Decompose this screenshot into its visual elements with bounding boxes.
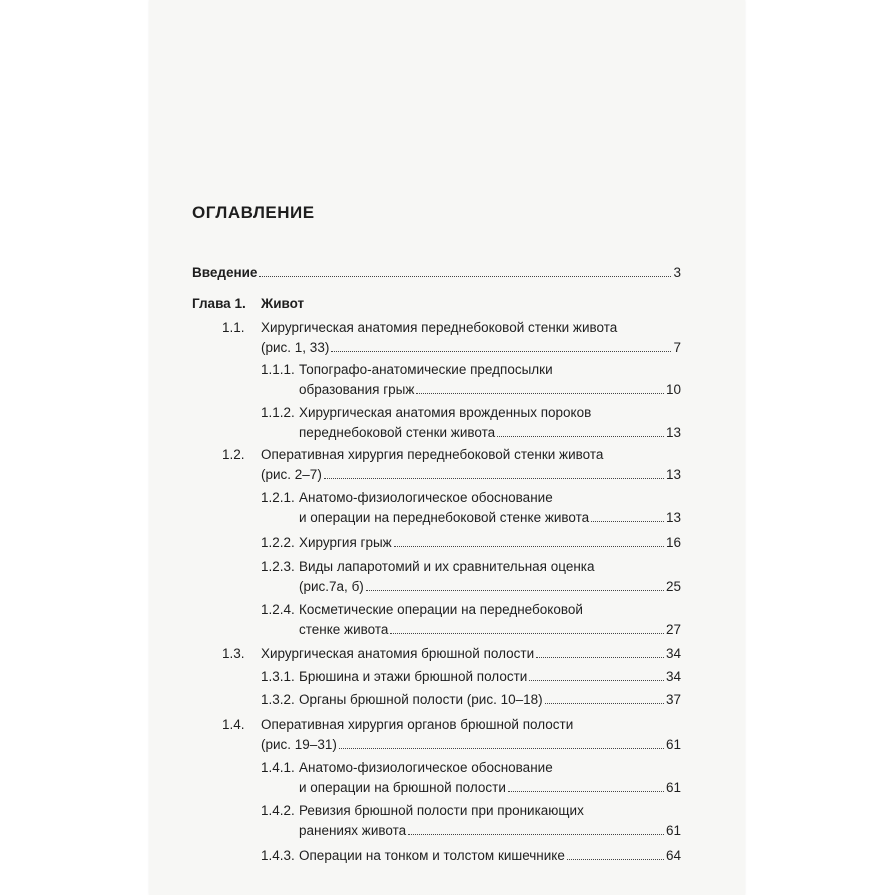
toc-entry-label: Топографо-анатомические предпосылки: [299, 362, 553, 377]
toc-entry-1-3: [0, 646, 895, 662]
toc-entry-label: Введение: [192, 265, 258, 280]
toc-entry-page: 25: [665, 579, 681, 594]
toc-entry-page: 61: [665, 737, 681, 752]
toc-entry-page: 13: [665, 467, 681, 482]
toc-entry-1-1-1: [0, 362, 895, 378]
toc-entry-label: Хирургическая анатомия врожденных пороков: [299, 405, 592, 420]
toc-entry-1-1-2: [0, 405, 895, 421]
dot-leader: [366, 590, 664, 591]
toc-entry-label: стенке живота: [299, 622, 389, 637]
toc-entry-label: образования грыж: [299, 382, 415, 397]
toc-entry-number: Глава 1.: [192, 296, 246, 311]
toc-entry-page: 34: [665, 646, 681, 661]
toc-entry-label: Хирургическая анатомия брюшной полости: [261, 646, 535, 661]
toc-entry-page: 10: [665, 382, 681, 397]
toc-entry-page: 34: [665, 669, 681, 684]
toc-entry-1-4-3: [0, 848, 895, 864]
toc-entry-label: Оперативная хирургия переднебоковой стенки живота: [261, 447, 604, 462]
toc-entry-1-2-3-cont: [0, 579, 895, 595]
toc-entry-1-1-cont: [0, 340, 895, 356]
toc-entry-label: и операции на переднебоковой стенке живота: [299, 510, 590, 525]
toc-entry-page: 61: [665, 780, 681, 795]
toc-entry-label: Косметические операции на переднебоковой: [299, 602, 583, 617]
toc-entry-number: 1.3.: [222, 646, 245, 661]
toc-entry-page: 37: [665, 692, 681, 707]
dot-leader: [331, 351, 671, 352]
toc-entry-page: 16: [665, 535, 681, 550]
toc-entry-1-1: [0, 320, 895, 336]
toc-entry-1-2-4-cont: [0, 622, 895, 638]
toc-entry-label: Ревизия брюшной полости при проникающих: [299, 803, 584, 818]
toc-entry-page: 13: [665, 425, 681, 440]
toc-entry-label: Хирургическая анатомия переднебоковой стенки живота: [261, 320, 618, 335]
toc-entry-1-4: [0, 717, 895, 733]
toc-entry-intro: [0, 265, 895, 281]
toc-entry-label: Операции на тонком и толстом кишечнике: [299, 848, 565, 863]
toc-entry-label: Анатомо-физиологическое обоснование: [299, 490, 553, 505]
toc-entry-number: 1.2.4.: [261, 602, 295, 617]
dot-leader: [408, 834, 664, 835]
toc-entry-number: 1.1.: [222, 320, 245, 335]
toc-entry-label: Виды лапаротомий и их сравнительная оценка: [299, 559, 595, 574]
toc-entry-number: 1.2.: [222, 447, 245, 462]
toc-entry-1-3-2: [0, 692, 895, 708]
toc-entry-label: (рис. 19–31): [261, 737, 337, 752]
dot-leader: [259, 276, 671, 277]
toc-entry-1-2-1-cont: [0, 510, 895, 526]
dot-leader: [394, 546, 664, 547]
toc-entry-1-4-cont: [0, 737, 895, 753]
toc-entry-label: и операции на брюшной полости: [299, 780, 506, 795]
toc-entry-1-4-1-cont: [0, 780, 895, 796]
toc-entry-1-2-3: [0, 559, 895, 575]
toc-title: ОГЛАВЛЕНИЕ: [192, 203, 315, 222]
dot-leader: [508, 791, 664, 792]
toc-entry-label: (рис.7а, б): [299, 579, 364, 594]
toc-entry-page: 27: [665, 622, 681, 637]
toc-entry-number: 1.4.2.: [261, 803, 295, 818]
toc-entry-page: 3: [673, 265, 681, 280]
toc-entry-1-1-2-cont: [0, 425, 895, 441]
toc-entry-1-4-2: [0, 803, 895, 819]
toc-entry-label: Оперативная хирургия органов брюшной полости: [261, 717, 574, 732]
toc-entry-number: 1.1.2.: [261, 405, 295, 420]
dot-leader: [536, 657, 664, 658]
toc-entry-label: ранениях живота: [299, 823, 407, 838]
toc-entry-1-2-2: [0, 535, 895, 551]
toc-entry-page: 13: [665, 510, 681, 525]
toc-entry-number: 1.4.1.: [261, 760, 295, 775]
toc-entry-1-1-1-cont: [0, 382, 895, 398]
toc-entry-number: 1.1.1.: [261, 362, 295, 377]
toc-entry-number: 1.2.3.: [261, 559, 295, 574]
toc-entry-label: Анатомо-физиологическое обоснование: [299, 760, 553, 775]
toc-entry-1-3-1: [0, 669, 895, 685]
toc-entry-1-2-cont: [0, 467, 895, 483]
toc-entry-1-2-4: [0, 602, 895, 618]
toc-entry-label: (рис. 2–7): [261, 467, 322, 482]
toc-entry-label: Живот: [261, 296, 305, 311]
dot-leader: [339, 748, 664, 749]
dot-leader: [324, 478, 664, 479]
dot-leader: [567, 859, 664, 860]
toc-entry-page: 7: [673, 340, 681, 355]
toc-entry-label: Органы брюшной полости (рис. 10–18): [299, 692, 543, 707]
dot-leader: [529, 680, 664, 681]
toc-entry-number: 1.4.: [222, 717, 245, 732]
toc-entry-label: (рис. 1, 33): [261, 340, 330, 355]
toc-entry-page: 64: [665, 848, 681, 863]
toc-entry-chapter-1: [0, 296, 895, 312]
toc-entry-1-2: [0, 447, 895, 463]
toc-entry-page: 61: [665, 823, 681, 838]
toc-entry-number: 1.2.1.: [261, 490, 295, 505]
toc-entry-label: Брюшина и этажи брюшной полости: [299, 669, 528, 684]
dot-leader: [591, 521, 664, 522]
toc-entry-1-4-1: [0, 760, 895, 776]
toc-entry-label: Хирургия грыж: [299, 535, 392, 550]
toc-entry-number: 1.2.2.: [261, 535, 295, 550]
toc-entry-label: переднебоковой стенки живота: [299, 425, 496, 440]
toc-entry-number: 1.3.1.: [261, 669, 295, 684]
toc-entry-number: 1.4.3.: [261, 848, 295, 863]
toc-entry-number: 1.3.2.: [261, 692, 295, 707]
dot-leader: [497, 436, 664, 437]
toc-entry-1-4-2-cont: [0, 823, 895, 839]
dot-leader: [416, 393, 664, 394]
toc-entry-1-2-1: [0, 490, 895, 506]
dot-leader: [545, 703, 664, 704]
dot-leader: [390, 633, 664, 634]
